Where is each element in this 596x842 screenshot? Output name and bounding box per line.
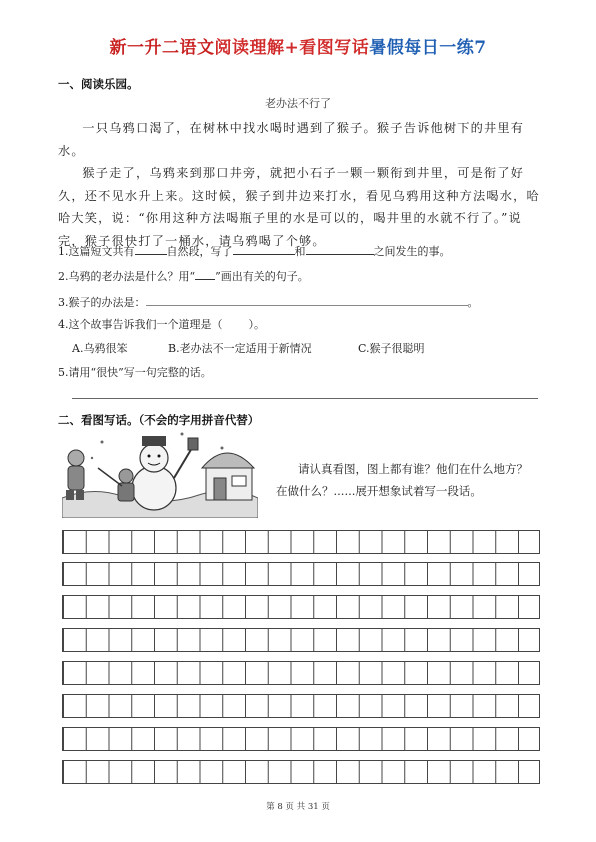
grid-row[interactable] (62, 595, 540, 619)
q3-text-a: 3.猴子的办法是： (58, 296, 146, 309)
story-text (58, 117, 542, 252)
section1-heading: 一、阅读乐园。 (58, 77, 139, 91)
q5-answer-line[interactable] (72, 398, 538, 399)
q4-text-b: ）。 (248, 318, 265, 331)
option-b[interactable]: B.老办法不一定适用于新情况 (168, 342, 312, 355)
snowflake (101, 441, 104, 444)
q4-text-a: 4.这个故事告诉我们一个道理是（ (58, 318, 223, 331)
story-title: 老办法不行了 (265, 97, 331, 110)
snowman-eye (158, 455, 161, 458)
snowman-hat (142, 436, 166, 446)
q1-text-d: 之间发生的事。 (373, 245, 451, 258)
snowflake (181, 433, 184, 436)
q2-underline-mark (195, 267, 215, 280)
grid-row[interactable] (62, 530, 540, 554)
snowflake (221, 447, 224, 450)
question-5: 5.请用“很快”写一句完整的话。 (58, 366, 212, 379)
child-left-body (68, 466, 84, 490)
child-middle-head (119, 469, 133, 483)
q1-blank-character-1[interactable] (233, 242, 295, 255)
grid-row[interactable] (62, 760, 540, 784)
q3-answer-line[interactable] (146, 293, 468, 306)
grid-row[interactable] (62, 661, 540, 685)
grid-row[interactable] (62, 694, 540, 718)
page-number-footer: 第 8 页 共 31 页 (266, 802, 330, 812)
q2-text-a: 2.乌鸦的老办法是什么？用“ (58, 270, 196, 283)
q1-text-a: 1.这篇短文共有 (58, 245, 135, 258)
q1-text-b: 自然段，写了 (166, 245, 233, 258)
shovel-blade (188, 438, 198, 450)
snowman-eye (148, 455, 151, 458)
option-a[interactable]: A.乌鸦很笨 (72, 342, 128, 355)
option-c[interactable]: C.猴子很聪明 (358, 342, 425, 355)
grid-row[interactable] (62, 562, 540, 586)
child-left-head (68, 450, 84, 466)
question-3 (58, 293, 479, 310)
shovel-handle (174, 448, 192, 478)
q1-text-c: 和 (294, 245, 306, 258)
question-2 (58, 267, 309, 284)
title-part-3: 暑假每日一练7 (369, 38, 487, 58)
snowman-head (140, 444, 168, 472)
question-4 (58, 316, 265, 332)
snowman-body (132, 466, 176, 510)
q1-blank-count[interactable] (135, 242, 167, 255)
grid-row[interactable] (62, 628, 540, 652)
q2-text-b: ”画出有关的句子。 (215, 270, 309, 283)
q1-blank-character-2[interactable] (306, 242, 374, 255)
section2-heading: 二、看图写话。（不会的字用拼音代替） (58, 413, 260, 427)
house-door (214, 478, 226, 500)
title-part-2: 阅读理解+看图写话 (214, 38, 370, 58)
snowman-illustration (62, 428, 258, 518)
writing-prompt-line-1: 请认真看图，图上都有谁？他们在什么地方？ (298, 462, 528, 476)
title-part-1: 新一升二语文 (109, 38, 215, 58)
grid-row[interactable] (62, 727, 540, 751)
question-1 (58, 242, 451, 259)
story-paragraph-2: 猴子走了，乌鸦来到那口井旁，就把小石子一颗一颗衔到井里，可是衔了好久，还不见水升上来。这时候，猴子到井边来打水，看见乌鸦用这种方法喝水，哈哈大笑，说：“你用这种方法喝瓶子里的水是可以的，喝井里的水就不行了。”说完，猴子很快打了一桶水，请乌鸦喝了个够。 (58, 166, 540, 248)
page-title (0, 33, 596, 58)
q3-text-b: 。 (467, 296, 479, 309)
writing-prompt-line-2: 在做什么？......展开想象试着写一段话。 (276, 484, 482, 498)
broom-handle (98, 468, 122, 486)
house-window (232, 476, 246, 486)
story-paragraph-1: 一只乌鸦口渴了，在树林中找水喝时遇到了猴子。猴子告诉他树下的井里有水。 (58, 121, 525, 158)
child-left-leg (66, 490, 74, 500)
child-left-leg (76, 490, 84, 500)
snowflake (91, 457, 93, 459)
house-roof (202, 453, 254, 468)
